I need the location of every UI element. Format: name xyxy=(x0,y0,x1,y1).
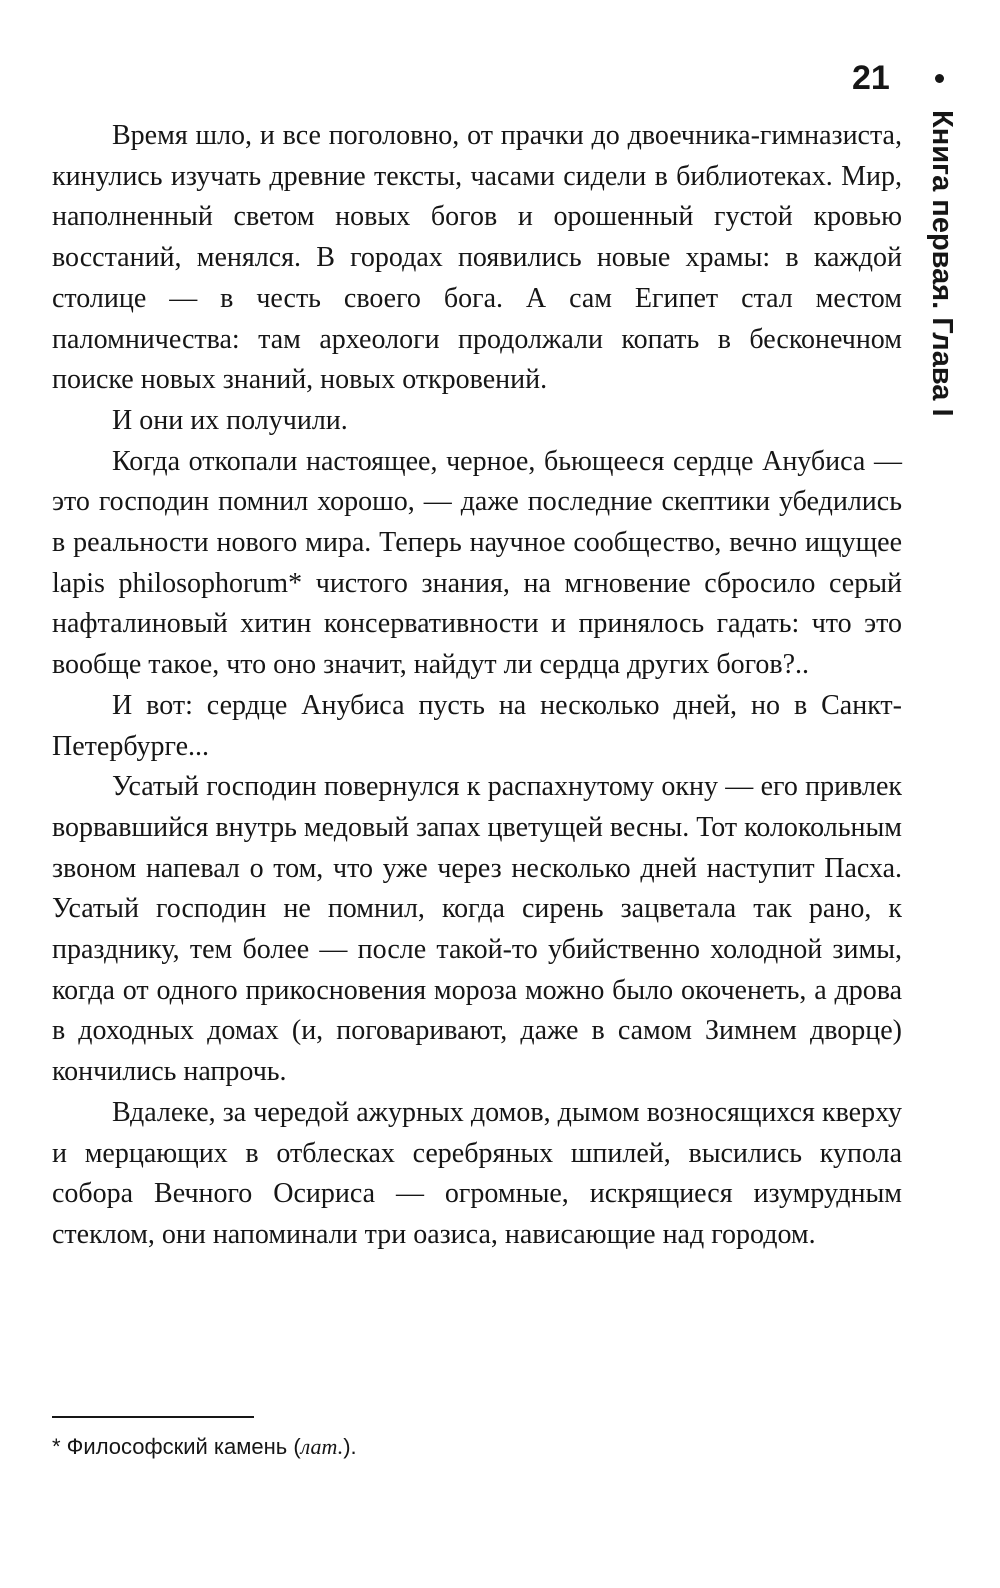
body-text xyxy=(52,116,902,1256)
header-bullet xyxy=(935,74,944,83)
paragraph: Вдалеке, за чередой ажурных домов, дымом возносящихся кверху и мерцающих в отблесках серебряных шпилей, высились купола собора Вечного Осириса — огромные, искрящиеся изумрудным стеклом, они напоминали три оазиса, нависающие над городом. xyxy=(52,1096,902,1250)
paragraph: Время шло, и все поголовно, от прачки до двоечника-гимназиста, кинулись изучать древние тексты, часами сидели в библиотеках. Мир, наполненный светом новых богов и орошенный густой кровью восстаний, менялся. В городах появились новые храмы: в каждой столице — в честь своего бога. А сам Египет стал местом паломничества: там археологи продолжали копать в бесконечном поиске новых знаний, новых откровений. xyxy=(52,120,902,396)
running-head: Книга первая. Глава I xyxy=(926,110,958,417)
page-number: 21 xyxy=(852,59,890,97)
footnote-prefix: * Философский камень ( xyxy=(52,1434,301,1459)
paragraph: И они их получили. xyxy=(112,404,348,436)
paragraph: Когда откопали настоящее, черное, бьющееся сердце Анубиса — это господин помнил хорошо, — даже последние скептики убедились в реальности нового мира. Теперь научное сообщество, вечно ищущее lapis philosophorum* чистого знания, на мгновение сбросило серый нафталиновый хитин консервативности и принялось гадать: что это вообще такое, что оно значит, найдут ли сердца других богов?.. xyxy=(52,445,902,681)
footnote xyxy=(52,1432,902,1462)
footnote-abbreviation: лат. xyxy=(300,1434,344,1459)
footnote-rule xyxy=(52,1416,254,1418)
paragraph: Усатый господин повернулся к распахнутому окну — его привлек ворвавшийся внутрь медовый запах цветущей весны. Тот колокольным звоном напевал о том, что уже через несколько дней наступит Пасха. Усатый господин не помнил, когда сирень зацветала так рано, к празднику, тем более — после такой-то убийственно холодной зимы, когда от одного прикосновения мороза можно было окоченеть, а дрова в доходных домах (и, поговаривают, даже в самом Зимнем дворце) кончились напрочь. xyxy=(52,771,902,1088)
paragraph: И вот: сердце Анубиса пусть на несколько дней, но в Санкт-Петербурге... xyxy=(52,689,902,762)
footnote-suffix: ). xyxy=(343,1434,357,1459)
